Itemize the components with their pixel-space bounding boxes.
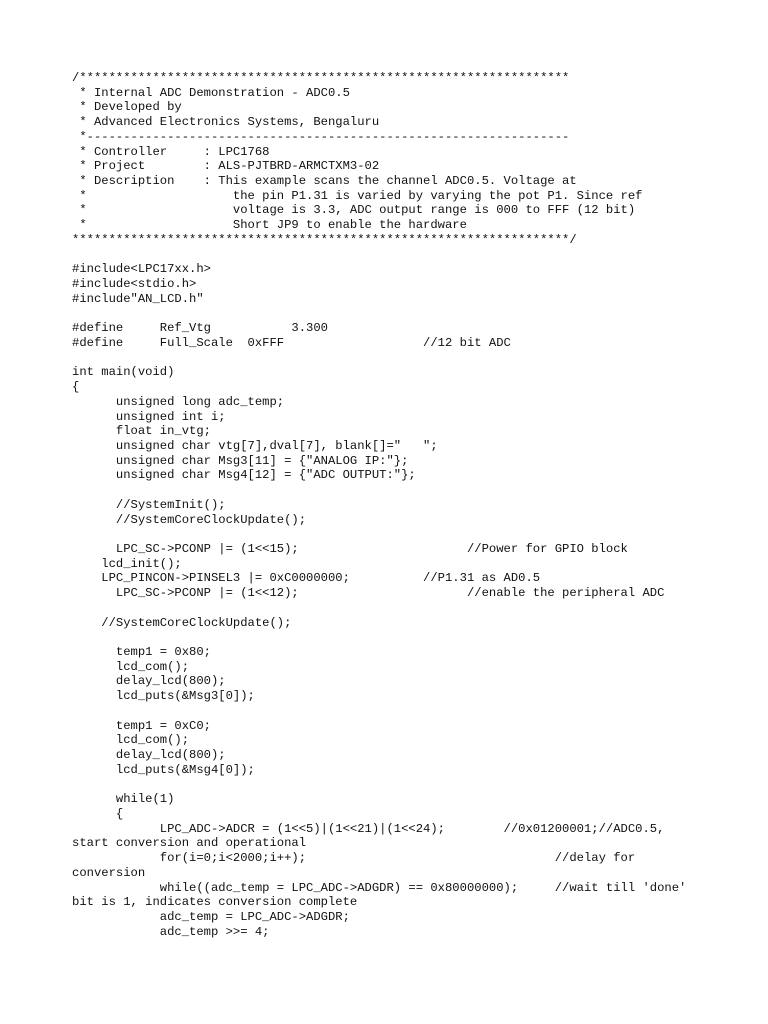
code-line bbox=[72, 483, 686, 498]
code-line: int main(void) bbox=[72, 365, 175, 380]
code-line: float in_vtg; bbox=[72, 424, 211, 439]
code-line: unsigned int i; bbox=[72, 409, 226, 424]
code-line: //SystemInit(); bbox=[72, 497, 226, 512]
code-line: * Advanced Electronics Systems, Bengaluru bbox=[72, 115, 380, 130]
code-line: * Developed by bbox=[72, 100, 182, 115]
code-line: unsigned char Msg4[12] = {"ADC OUTPUT:"}; bbox=[72, 468, 416, 483]
code-line: lcd_puts(&Msg3[0]); bbox=[72, 689, 255, 704]
code-line: LPC_ADC->ADCR = (1<<5)|(1<<21)|(1<<24); //0x01200001;//ADC0.5, bbox=[72, 821, 665, 836]
code-line: while((adc_temp = LPC_ADC->ADGDR) == 0x80000000); //wait till 'done' bbox=[72, 880, 687, 895]
code-line bbox=[72, 307, 686, 322]
code-line: LPC_SC->PCONP |= (1<<12); //enable the peripheral ADC bbox=[72, 586, 665, 601]
code-line: * the pin P1.31 is varied by varying the pot P1. Since ref bbox=[72, 188, 643, 203]
code-line: * Internal ADC Demonstration - ADC0.5 bbox=[72, 85, 350, 100]
code-line: lcd_init(); bbox=[72, 556, 182, 571]
code-line: delay_lcd(800); bbox=[72, 674, 226, 689]
code-line: unsigned long adc_temp; bbox=[72, 394, 285, 409]
code-line bbox=[72, 630, 686, 645]
code-line: conversion bbox=[72, 865, 146, 880]
code-line bbox=[72, 351, 686, 366]
code-line: bit is 1, indicates conversion complete bbox=[72, 895, 358, 910]
code-line bbox=[72, 601, 686, 616]
code-line: for(i=0;i<2000;i++); //delay for bbox=[72, 851, 636, 866]
code-line: start conversion and operational bbox=[72, 836, 307, 851]
code-line: while(1) bbox=[72, 792, 175, 807]
code-line: lcd_com(); bbox=[72, 659, 190, 674]
code-line bbox=[72, 527, 686, 542]
code-line: LPC_SC->PCONP |= (1<<15); //Power for GPIO block bbox=[72, 542, 628, 556]
code-line: { bbox=[72, 380, 80, 395]
code-line: * voltage is 3.3, ADC output range is 000 to FFF (12 bit) bbox=[72, 203, 636, 218]
code-line: LPC_PINCON->PINSEL3 |= 0xC0000000; //P1.31 as AD0.5 bbox=[72, 571, 541, 586]
code-line: #include"AN_LCD.h" bbox=[72, 291, 204, 306]
code-line: temp1 = 0x80; bbox=[72, 645, 211, 660]
source-code-listing bbox=[72, 71, 686, 939]
code-line: #define Ref_Vtg 3.300 bbox=[72, 321, 328, 336]
code-line bbox=[72, 704, 686, 719]
code-line: #include<LPC17xx.h> bbox=[72, 262, 211, 277]
code-line: lcd_com(); bbox=[72, 733, 190, 748]
code-line: { bbox=[72, 806, 124, 821]
code-line: //SystemCoreClockUpdate(); bbox=[72, 615, 292, 630]
code-line: unsigned char vtg[7],dval[7], blank[]=" "; bbox=[72, 438, 438, 453]
code-line: adc_temp = LPC_ADC->ADGDR; bbox=[72, 909, 350, 924]
code-line: //SystemCoreClockUpdate(); bbox=[72, 512, 307, 527]
code-line: adc_temp >>= 4; bbox=[72, 924, 270, 939]
code-line: #define Full_Scale 0xFFF //12 bit ADC bbox=[72, 335, 511, 350]
code-line: /******************************************************************* bbox=[72, 71, 570, 85]
code-line bbox=[72, 778, 686, 793]
code-line: * Controller : LPC1768 bbox=[72, 144, 270, 159]
code-line: * Short JP9 to enable the hardware bbox=[72, 218, 467, 233]
code-line: unsigned char Msg3[11] = {"ANALOG IP:"}; bbox=[72, 453, 409, 468]
code-line: * Project : ALS-PJTBRD-ARMCTXM3-02 bbox=[72, 159, 380, 174]
code-line: temp1 = 0xC0; bbox=[72, 718, 211, 733]
code-line: lcd_puts(&Msg4[0]); bbox=[72, 762, 255, 777]
code-line bbox=[72, 248, 686, 263]
code-line: delay_lcd(800); bbox=[72, 748, 226, 763]
code-line: ********************************************************************/ bbox=[72, 232, 577, 247]
code-line: * Description : This example scans the channel ADC0.5. Voltage at bbox=[72, 174, 577, 189]
code-line: *------------------------------------------------------------------ bbox=[72, 129, 570, 144]
code-line: #include<stdio.h> bbox=[72, 277, 197, 292]
